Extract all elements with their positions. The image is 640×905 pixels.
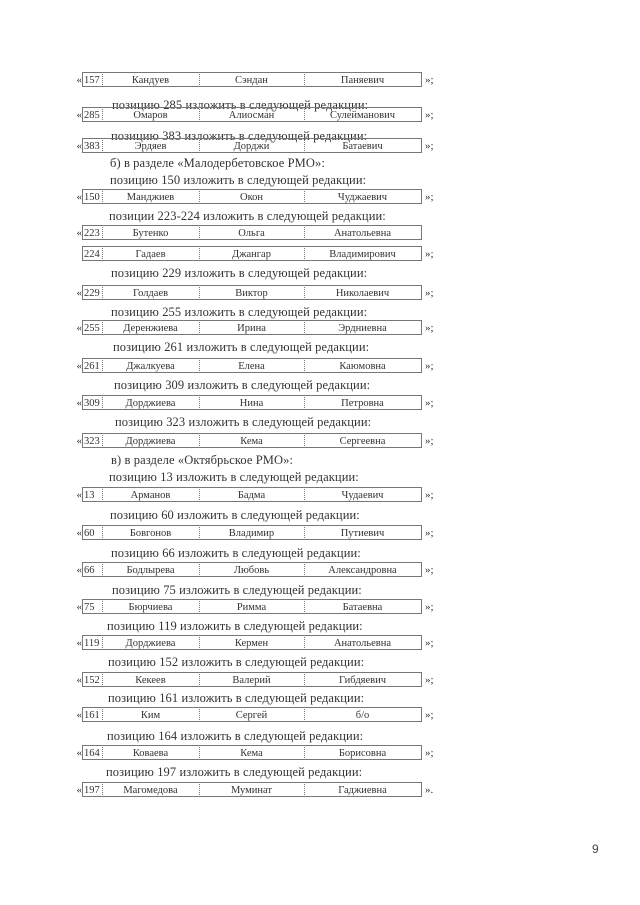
row-number: 197 <box>82 782 103 797</box>
last-name-cell: Джалкуева <box>102 358 200 373</box>
row-number: 150 <box>82 189 103 204</box>
close-quote: »; <box>425 601 434 613</box>
instruction-line: позицию 285 изложить в следующей редакции: <box>112 98 369 112</box>
table-row <box>74 524 442 542</box>
row-number: 383 <box>82 138 103 153</box>
last-name-cell: Голдаев <box>102 285 200 300</box>
open-quote: « <box>76 747 82 759</box>
first-name-cell: Любовь <box>199 562 305 577</box>
patronymic-cell: Владимирович <box>304 246 422 261</box>
instruction-line: позицию 229 изложить в следующей редакции: <box>111 266 368 280</box>
row-number: 161 <box>82 707 103 722</box>
instruction-line: позицию 119 изложить в следующей редакции: <box>107 619 363 633</box>
table-row <box>74 71 442 89</box>
instruction-line: б) в разделе «Малодербетовское РМО»: <box>110 156 325 170</box>
table-row <box>74 245 442 263</box>
row-number: 119 <box>82 635 103 650</box>
first-name-cell: Виктор <box>199 285 305 300</box>
open-quote: « <box>76 489 82 501</box>
first-name-cell: Ольга <box>199 225 305 240</box>
open-quote: « <box>76 191 82 203</box>
instruction-line: позицию 164 изложить в следующей редакции: <box>107 729 364 743</box>
last-name-cell: Бовгонов <box>102 525 200 540</box>
table-row <box>74 137 442 155</box>
open-quote: « <box>76 74 82 86</box>
patronymic-cell: Борисовна <box>304 745 422 760</box>
close-quote: »; <box>425 109 434 121</box>
last-name-cell: Дорджиева <box>102 395 200 410</box>
open-quote: « <box>76 674 82 686</box>
first-name-cell: Римма <box>199 599 305 614</box>
first-name-cell: Сергей <box>199 707 305 722</box>
last-name-cell: Ким <box>102 707 200 722</box>
close-quote: »; <box>425 287 434 299</box>
instruction-line: позицию 383 изложить в следующей редакции: <box>111 129 368 143</box>
instruction-line: позицию 150 изложить в следующей редакции: <box>110 173 367 187</box>
patronymic-cell: Батаевич <box>304 138 422 153</box>
last-name-cell: Кекеев <box>102 672 200 687</box>
row-number: 261 <box>82 358 103 373</box>
last-name-cell: Эрдяев <box>102 138 200 153</box>
open-quote: « <box>76 109 82 121</box>
first-name-cell: Алиосман <box>199 107 305 122</box>
close-quote: »; <box>425 397 434 409</box>
patronymic-cell: Гаджиевна <box>304 782 422 797</box>
close-quote: »; <box>425 322 434 334</box>
row-number: 152 <box>82 672 103 687</box>
table-row <box>74 598 442 616</box>
last-name-cell: Коваева <box>102 745 200 760</box>
row-number: 224 <box>82 246 103 261</box>
close-quote: ». <box>425 784 434 796</box>
open-quote: « <box>76 435 82 447</box>
close-quote: »; <box>425 564 434 576</box>
row-number: 75 <box>82 599 103 614</box>
last-name-cell: Дорджиева <box>102 433 200 448</box>
open-quote: « <box>76 140 82 152</box>
last-name-cell: Омаров <box>102 107 200 122</box>
page-number: 9 <box>592 842 599 856</box>
first-name-cell: Нина <box>199 395 305 410</box>
open-quote: « <box>76 287 82 299</box>
close-quote: »; <box>425 674 434 686</box>
table-row <box>74 781 442 799</box>
patronymic-cell: Паняевич <box>304 72 422 87</box>
row-number: 60 <box>82 525 103 540</box>
open-quote: « <box>76 322 82 334</box>
row-number: 285 <box>82 107 103 122</box>
close-quote: »; <box>425 747 434 759</box>
open-quote: « <box>76 564 82 576</box>
instruction-line: позицию 309 изложить в следующей редакции: <box>114 378 371 392</box>
row-number: 223 <box>82 225 103 240</box>
first-name-cell: Владимир <box>199 525 305 540</box>
first-name-cell: Кермен <box>199 635 305 650</box>
instruction-line: позицию 152 изложить в следующей редакции: <box>108 655 365 669</box>
table-row <box>74 744 442 762</box>
row-number: 309 <box>82 395 103 410</box>
first-name-cell: Кема <box>199 433 305 448</box>
instruction-line: позицию 66 изложить в следующей редакции: <box>111 546 361 560</box>
table-row <box>74 224 442 242</box>
patronymic-cell: Батаевна <box>304 599 422 614</box>
last-name-cell: Бутенко <box>102 225 200 240</box>
instruction-line: позицию 255 изложить в следующей редакции: <box>111 305 368 319</box>
patronymic-cell: б/о <box>304 707 422 722</box>
last-name-cell: Магомедова <box>102 782 200 797</box>
instruction-line: позиции 223-224 изложить в следующей редакции: <box>109 209 386 223</box>
row-number: 13 <box>82 487 103 502</box>
first-name-cell: Кема <box>199 745 305 760</box>
first-name-cell: Валерий <box>199 672 305 687</box>
table-row <box>74 188 442 206</box>
last-name-cell: Дорджиева <box>102 635 200 650</box>
last-name-cell: Бюрчиева <box>102 599 200 614</box>
table-row <box>74 634 442 652</box>
first-name-cell: Окон <box>199 189 305 204</box>
patronymic-cell: Николаевич <box>304 285 422 300</box>
instruction-line: позицию 197 изложить в следующей редакции: <box>106 765 363 779</box>
table-row <box>74 319 442 337</box>
instruction-line: позицию 261 изложить в следующей редакции: <box>113 340 370 354</box>
first-name-cell: Бадма <box>199 487 305 502</box>
patronymic-cell: Сергеевна <box>304 433 422 448</box>
first-name-cell: Елена <box>199 358 305 373</box>
open-quote: « <box>76 784 82 796</box>
patronymic-cell: Чуджаевич <box>304 189 422 204</box>
table-row <box>74 706 442 724</box>
close-quote: »; <box>425 140 434 152</box>
patronymic-cell: Путиевич <box>304 525 422 540</box>
open-quote: « <box>76 527 82 539</box>
open-quote: « <box>76 637 82 649</box>
open-quote: « <box>76 709 82 721</box>
first-name-cell: Дорджи <box>199 138 305 153</box>
patronymic-cell: Анатольевна <box>304 225 422 240</box>
table-row <box>74 106 442 124</box>
last-name-cell: Кандуев <box>102 72 200 87</box>
patronymic-cell: Сулейманович <box>304 107 422 122</box>
row-number: 323 <box>82 433 103 448</box>
instruction-line: позицию 60 изложить в следующей редакции: <box>110 508 360 522</box>
table-row <box>74 561 442 579</box>
instruction-line: позицию 323 изложить в следующей редакции: <box>115 415 372 429</box>
close-quote: »; <box>425 489 434 501</box>
close-quote: »; <box>425 709 434 721</box>
row-number: 229 <box>82 285 103 300</box>
open-quote: « <box>76 227 82 239</box>
open-quote: « <box>76 360 82 372</box>
patronymic-cell: Эрдниевна <box>304 320 422 335</box>
last-name-cell: Арманов <box>102 487 200 502</box>
table-row <box>74 671 442 689</box>
row-number: 164 <box>82 745 103 760</box>
patronymic-cell: Чудаевич <box>304 487 422 502</box>
close-quote: »; <box>425 74 434 86</box>
last-name-cell: Бодлырева <box>102 562 200 577</box>
instruction-line: позицию 75 изложить в следующей редакции: <box>112 583 362 597</box>
instruction-line: позицию 161 изложить в следующей редакции: <box>108 691 365 705</box>
close-quote: »; <box>425 637 434 649</box>
patronymic-cell: Каюмовна <box>304 358 422 373</box>
row-number: 157 <box>82 72 103 87</box>
open-quote: « <box>76 601 82 613</box>
first-name-cell: Муминат <box>199 782 305 797</box>
open-quote: « <box>76 397 82 409</box>
patronymic-cell: Анатольевна <box>304 635 422 650</box>
instruction-line: в) в разделе «Октябрьское РМО»: <box>111 453 294 467</box>
table-row <box>74 394 442 412</box>
table-row <box>74 357 442 375</box>
patronymic-cell: Александровна <box>304 562 422 577</box>
table-row <box>74 432 442 450</box>
last-name-cell: Деренжиева <box>102 320 200 335</box>
first-name-cell: Ирина <box>199 320 305 335</box>
close-quote: »; <box>425 248 434 260</box>
instruction-line: позицию 13 изложить в следующей редакции: <box>109 470 359 484</box>
last-name-cell: Гадаев <box>102 246 200 261</box>
first-name-cell: Джангар <box>199 246 305 261</box>
patronymic-cell: Гибдяевич <box>304 672 422 687</box>
first-name-cell: Сэндан <box>199 72 305 87</box>
close-quote: »; <box>425 527 434 539</box>
row-number: 66 <box>82 562 103 577</box>
table-row <box>74 486 442 504</box>
close-quote: »; <box>425 360 434 372</box>
last-name-cell: Манджиев <box>102 189 200 204</box>
close-quote: »; <box>425 191 434 203</box>
close-quote: »; <box>425 435 434 447</box>
row-number: 255 <box>82 320 103 335</box>
table-row <box>74 284 442 302</box>
patronymic-cell: Петровна <box>304 395 422 410</box>
